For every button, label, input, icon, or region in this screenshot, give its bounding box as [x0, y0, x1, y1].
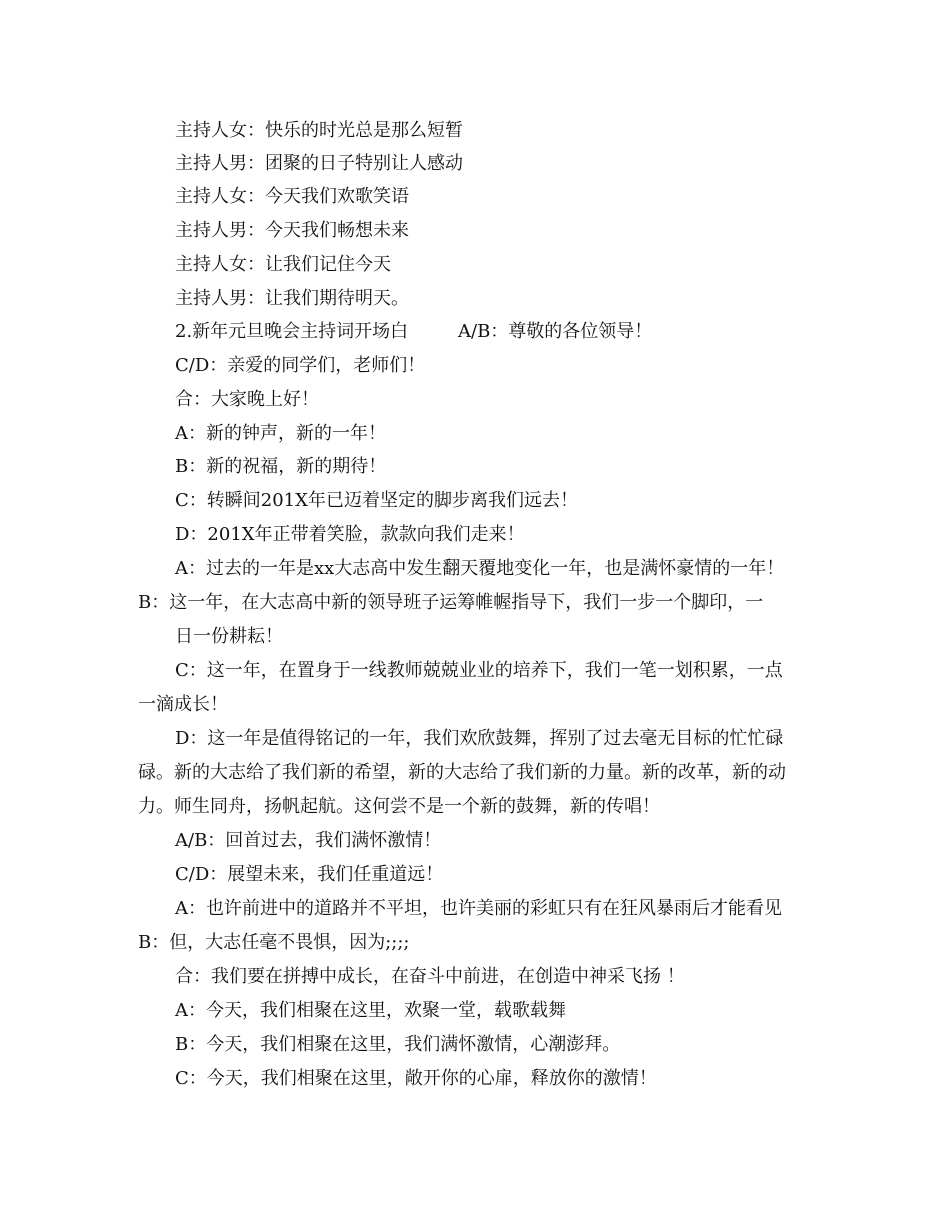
text-line: B：但，大志任毫不畏惧，因为;;;;	[138, 932, 410, 953]
text-line: 主持人女：今天我们欢歌笑语	[175, 186, 409, 207]
text-line: A：过去的一年是xx大志高中发生翻天覆地变化一年，也是满怀豪情的一年！	[175, 558, 785, 579]
text-line: 碌。新的大志给了我们新的希望，新的大志给了我们新的力量。新的改革，新的动	[138, 762, 786, 783]
text-line: C：今天，我们相聚在这里，敞开你的心扉，释放你的激情！	[175, 1068, 657, 1089]
text-line: 一滴成长！	[138, 694, 228, 715]
text-line: B：新的祝福，新的期待！	[175, 456, 387, 477]
text-line: 主持人女：快乐的时光总是那么短暂	[175, 120, 463, 141]
text-line: 主持人男：团聚的日子特别让人感动	[175, 153, 463, 174]
text-line: A/B：尊敬的各位领导！	[458, 321, 653, 342]
text-line: 主持人男：今天我们畅想未来	[175, 220, 409, 241]
text-line: D：这一年是值得铭记的一年，我们欢欣鼓舞，挥别了过去毫无目标的忙忙碌	[175, 728, 784, 749]
section-heading: 2.新年元旦晚会主持词开场白	[175, 321, 409, 342]
text-line: 日一份耕耘！	[175, 626, 283, 647]
text-line: 合：我们要在拼搏中成长，在奋斗中前进，在创造中神采飞扬 ！	[175, 966, 685, 987]
text-line: 合：大家晚上好！	[175, 389, 319, 410]
text-line: D：201X年正带着笑脸，款款向我们走来！	[175, 524, 525, 545]
text-line: 主持人男：让我们期待明天。	[175, 288, 409, 309]
text-line: C：这一年，在置身于一线教师兢兢业业的培养下，我们一笔一划积累，一点	[175, 660, 783, 681]
text-line: C/D：展望未来，我们任重道远！	[175, 864, 444, 885]
text-line: 力。师生同舟，扬帆起航。这何尝不是一个新的鼓舞，新的传唱！	[138, 796, 660, 817]
text-line: B：这一年，在大志高中新的领导班子运筹帷幄指导下，我们一步一个脚印，一	[138, 592, 764, 613]
text-line: A：新的钟声，新的一年！	[175, 423, 386, 444]
text-line: C/D：亲爱的同学们，老师们！	[175, 355, 426, 376]
text-line: 主持人女：让我们记住今天	[175, 254, 391, 275]
text-line: B：今天，我们相聚在这里，我们满怀激情，心潮澎拜。	[175, 1034, 621, 1055]
text-line: A：也许前进中的道路并不平坦，也许美丽的彩虹只有在狂风暴雨后才能看见	[175, 898, 782, 919]
text-line: A/B：回首过去，我们满怀激情！	[175, 830, 442, 851]
text-line: A：今天，我们相聚在这里，欢聚一堂，载歌载舞	[175, 1000, 566, 1021]
text-line: C：转瞬间201X年已迈着坚定的脚步离我们远去！	[175, 490, 578, 511]
